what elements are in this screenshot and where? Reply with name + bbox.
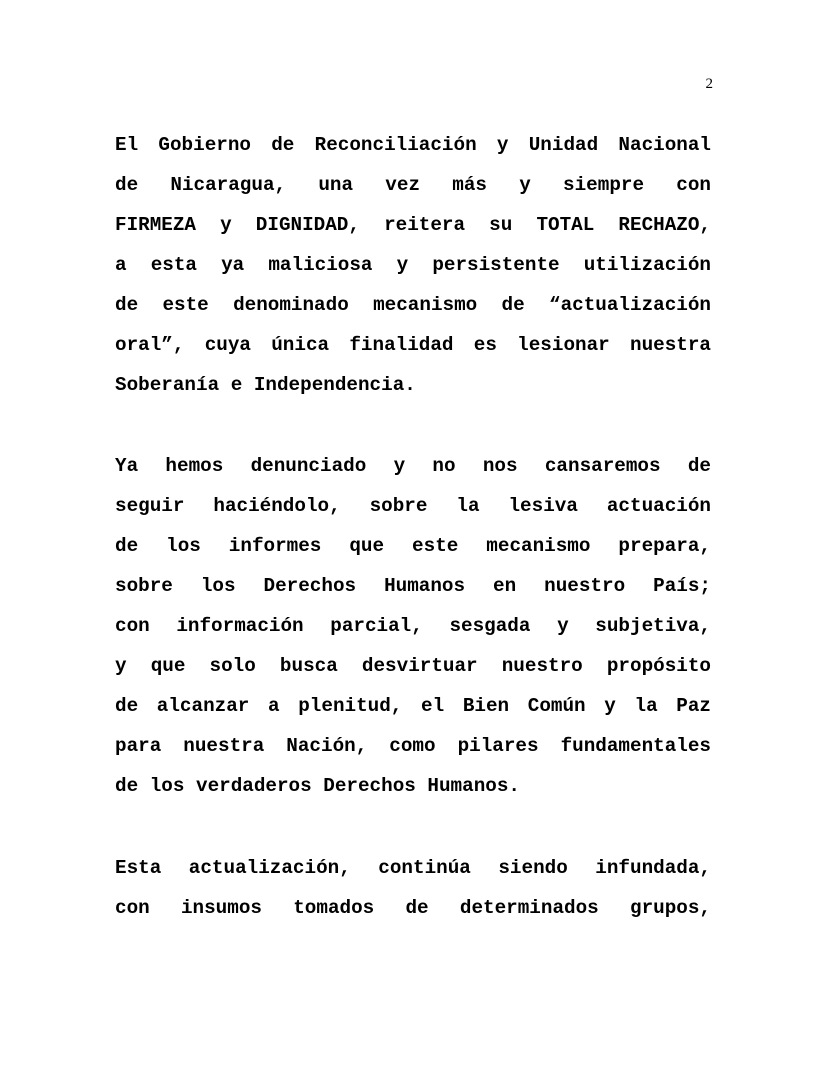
text-line: El Gobierno de Reconciliación y Unidad Nacional <box>115 134 711 156</box>
text-line: oral”, cuya única finalidad es lesionar nuestra <box>115 334 711 356</box>
text-line: y que solo busca desvirtuar nuestro propósito <box>115 655 711 677</box>
text-line: sobre los Derechos Humanos en nuestro País; <box>115 575 711 597</box>
text-line: Ya hemos denunciado y no nos cansaremos de <box>115 455 711 477</box>
text-line: a esta ya maliciosa y persistente utilización <box>115 254 711 276</box>
text-line: Esta actualización, continúa siendo infundada, <box>115 857 711 879</box>
paragraph-1 <box>115 125 711 405</box>
text-line: FIRMEZA y DIGNIDAD, reitera su TOTAL RECHAZO, <box>115 214 711 236</box>
text-line: de alcanzar a plenitud, el Bien Común y la Paz <box>115 695 711 717</box>
text-line: con información parcial, sesgada y subjetiva, <box>115 615 711 637</box>
text-line: Soberanía e Independencia. <box>115 374 416 396</box>
text-line: con insumos tomados de determinados grupos, <box>115 897 711 919</box>
text-line: de los verdaderos Derechos Humanos. <box>115 775 520 797</box>
text-line: seguir haciéndolo, sobre la lesiva actuación <box>115 495 711 517</box>
text-line: de este denominado mecanismo de “actualización <box>115 294 711 316</box>
paragraph-3 <box>115 848 711 928</box>
page-number: 2 <box>705 76 713 92</box>
paragraph-2 <box>115 446 711 806</box>
text-line: para nuestra Nación, como pilares fundamentales <box>115 735 711 757</box>
text-line: de los informes que este mecanismo prepara, <box>115 535 711 557</box>
text-line: de Nicaragua, una vez más y siempre con <box>115 174 711 196</box>
